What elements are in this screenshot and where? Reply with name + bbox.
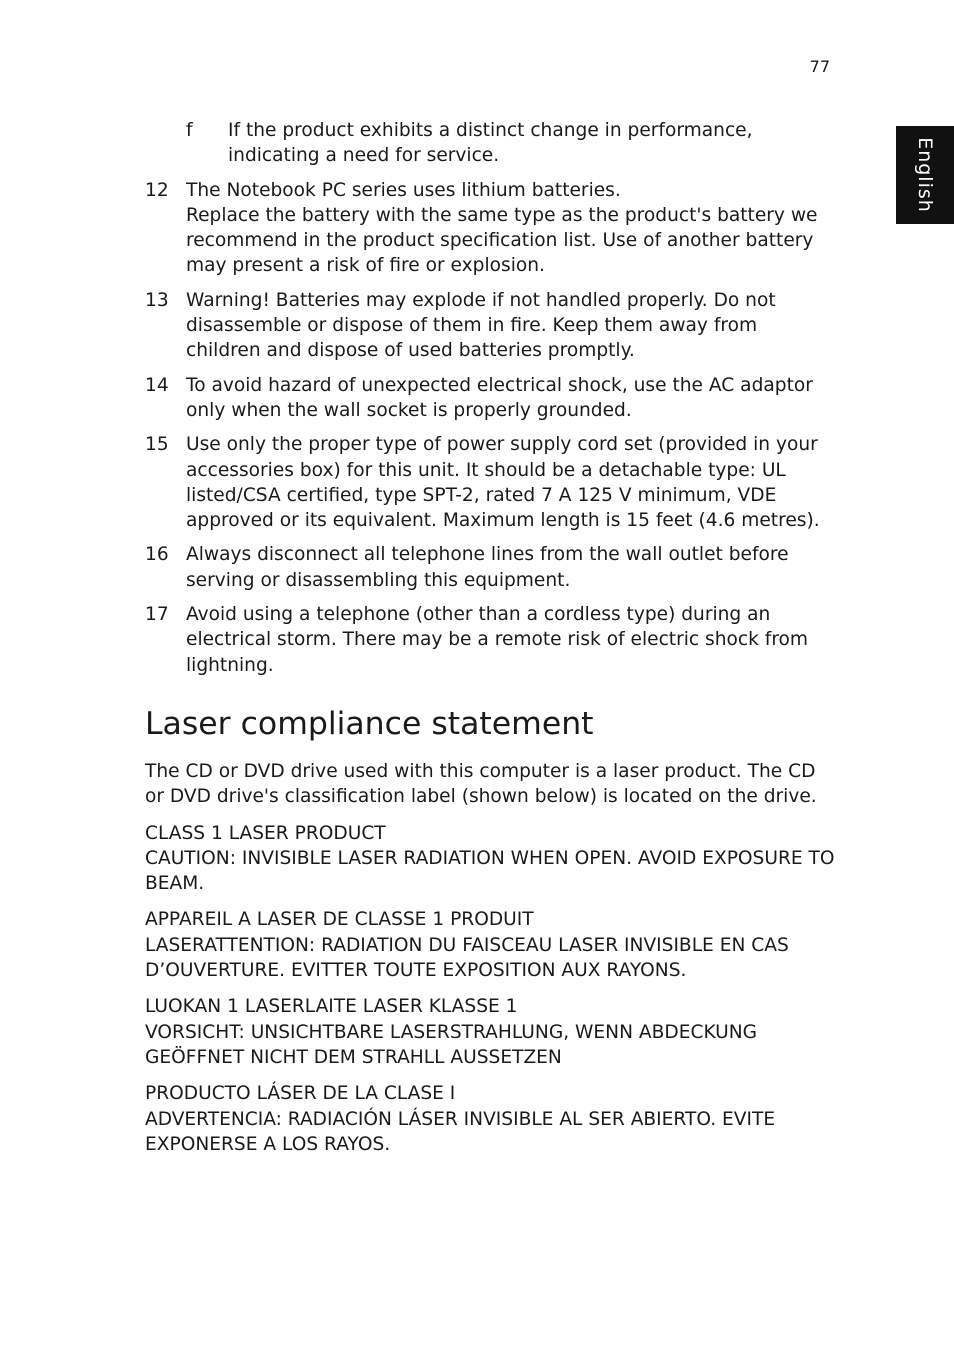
laser-label-english xyxy=(145,821,835,897)
label-line: PRODUCTO LÁSER DE LA CLASE I xyxy=(145,1083,456,1105)
list-number: 12 xyxy=(145,179,169,201)
list-line: Avoid using a telephone (other than a cordless type) during an electrical storm. There may be a remote risk of electric shock from lightning. xyxy=(186,604,809,676)
list-item-15 xyxy=(145,432,835,533)
list-item-13 xyxy=(145,288,835,364)
list-item-17 xyxy=(145,602,835,678)
list-text xyxy=(186,178,835,279)
list-text xyxy=(186,602,835,678)
sub-list-marker: f xyxy=(186,120,193,141)
laser-label-spanish xyxy=(145,1081,835,1157)
list-line: The Notebook PC series uses lithium batteries. xyxy=(186,179,621,201)
list-item-12 xyxy=(145,178,835,279)
label-line: ADVERTENCIA: RADIACIÓN LÁSER INVISIBLE AL SER ABIERTO. EVITE EXPONERSE A LOS RAYOS. xyxy=(145,1108,776,1155)
list-text xyxy=(186,373,835,424)
section-heading: Laser compliance statement xyxy=(145,705,594,742)
list-line: Use only the proper type of power supply cord set (provided in your accessories box) for this unit. It should be a detachable type: UL listed/CSA certified, type SPT-2, rated 7 A 125 V minimum, VDE approved or its equivalent. Maximum length is 15 feet (4.6 metres). xyxy=(186,434,820,532)
language-tab xyxy=(896,126,954,224)
list-line: Warning! Batteries may explode if not handled properly. Do not disassemble or dispose of them in fire. Keep them away from children and dispose of used batteries promptly. xyxy=(186,289,776,362)
label-line: APPAREIL A LASER DE CLASSE 1 PRODUIT xyxy=(145,909,534,931)
sub-list-text: If the product exhibits a distinct change in performance, indicating a need for service. xyxy=(228,120,753,167)
list-item-14 xyxy=(145,373,835,424)
document-body xyxy=(145,118,835,1168)
label-line: CAUTION: INVISIBLE LASER RADIATION WHEN OPEN. AVOID EXPOSURE TO BEAM. xyxy=(145,847,835,895)
list-number: 16 xyxy=(145,544,169,566)
list-number: 17 xyxy=(145,604,169,626)
list-line: Replace the battery with the same type as the product's battery we recommend in the product specification list. Use of another battery may present a risk of fire or explosion. xyxy=(186,204,818,277)
list-line: To avoid hazard of unexpected electrical shock, use the AC adaptor only when the wall socket is properly grounded. xyxy=(186,374,813,421)
sub-list-item xyxy=(186,118,835,169)
list-number: 13 xyxy=(145,289,169,311)
laser-label-finnish-german xyxy=(145,994,835,1070)
label-line: LUOKAN 1 LASERLAITE LASER KLASSE 1 xyxy=(145,996,518,1018)
page-number: 77 xyxy=(809,57,830,76)
list-text xyxy=(186,432,835,533)
list-text xyxy=(186,542,835,593)
list-line: Always disconnect all telephone lines from the wall outlet before serving or disassembling this equipment. xyxy=(186,544,789,591)
language-tab-label: English xyxy=(914,137,936,213)
laser-label-french xyxy=(145,907,835,983)
section-intro: The CD or DVD drive used with this computer is a laser product. The CD or DVD drive's classification label (shown below) is located on the drive. xyxy=(145,760,817,808)
list-number: 15 xyxy=(145,434,169,456)
list-text xyxy=(186,288,835,364)
list-number: 14 xyxy=(145,374,169,396)
label-line: LASERATTENTION: RADIATION DU FAISCEAU LASER INVISIBLE EN CAS D’OUVERTURE. EVITTER TOUTE EXPOSITION AUX RAYONS. xyxy=(145,934,789,982)
list-item-16 xyxy=(145,542,835,593)
label-line: CLASS 1 LASER PRODUCT xyxy=(145,822,386,844)
label-line: VORSICHT: UNSICHTBARE LASERSTRAHLUNG, WENN ABDECKUNG GEÖFFNET NICHT DEM STRAHLL AUSSETZEN xyxy=(145,1021,758,1068)
